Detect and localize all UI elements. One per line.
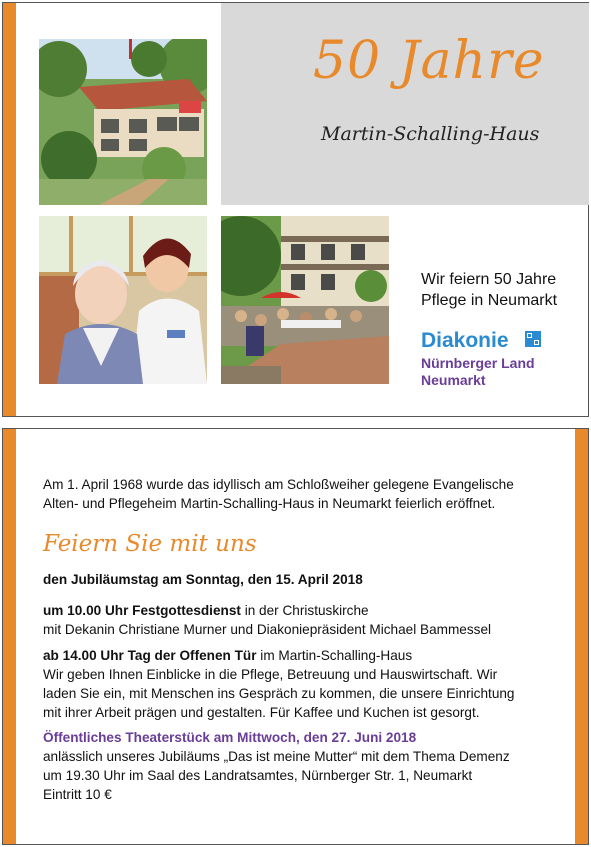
building-photo (39, 39, 207, 205)
residents-photo (39, 216, 207, 384)
tagline-line: Pflege in Neumarkt (421, 292, 558, 309)
orange-side-bar (3, 429, 16, 844)
flyer-top-card (2, 2, 589, 417)
intro-text (43, 475, 563, 513)
intro-line: Am 1. April 1968 wurde das idyllisch am Schloßweiher gelegene Evangelische (43, 477, 514, 492)
open-day-info (43, 646, 573, 722)
open-day-line: Wir geben Ihnen Einblicke in die Pflege, Betreuung und Hauswirtschaft. Wir (43, 667, 498, 682)
flyer-bottom-card (2, 428, 589, 845)
garden-party-photo (221, 216, 389, 384)
diakonie-region (421, 355, 535, 389)
orange-side-bar (575, 429, 588, 844)
theater-line: anlässlich unseres Jubiläums „Das ist meine Mutter“ mit dem Thema Demenz (43, 749, 510, 764)
open-day-time: ab 14.00 Uhr Tag der Offenen Tür (43, 648, 257, 663)
tagline-line: Wir feiern 50 Jahre (421, 271, 557, 288)
region-line: Neumarkt (421, 372, 486, 388)
diakonie-logo-text: Diakonie (421, 329, 509, 352)
jubilee-day: den Jubiläumstag am Sonntag, den 15. April 2018 (43, 572, 363, 587)
section-heading: Feiern Sie mit uns (43, 531, 257, 557)
region-line: Nürnberger Land (421, 355, 535, 371)
orange-side-bar (3, 3, 16, 416)
diakonie-logo-icon (525, 331, 541, 347)
service-time: um 10.00 Uhr Festgottesdienst (43, 603, 241, 618)
service-speakers: mit Dekanin Christiane Murner und Diakoniepräsident Michael Bammessel (43, 622, 492, 637)
anniversary-title: 50 Jahre (313, 31, 545, 91)
theater-price: Eintritt 10 € (43, 787, 112, 802)
service-info (43, 601, 573, 639)
tagline (421, 269, 557, 311)
service-place: in der Christuskirche (240, 603, 369, 618)
theater-info (43, 728, 573, 804)
theater-line: um 19.30 Uhr im Saal des Landratsamtes, Nürnberger Str. 1, Neumarkt (43, 768, 473, 783)
intro-line: Alten- und Pflegeheim Martin-Schalling-Haus in Neumarkt feierlich eröffnet. (43, 496, 496, 511)
house-name: Martin-Schalling-Haus (321, 123, 540, 145)
open-day-line: laden Sie ein, mit Menschen ins Gespräch zu kommen, die unsere Einrichtung (43, 686, 515, 701)
theater-title: Öffentliches Theaterstück am Mittwoch, den 27. Juni 2018 (43, 730, 417, 745)
open-day-place: im Martin-Schalling-Haus (256, 648, 413, 663)
open-day-line: mit ihrer Arbeit prägen und gestalten. Für Kaffee und Kuchen ist gesorgt. (43, 705, 480, 720)
